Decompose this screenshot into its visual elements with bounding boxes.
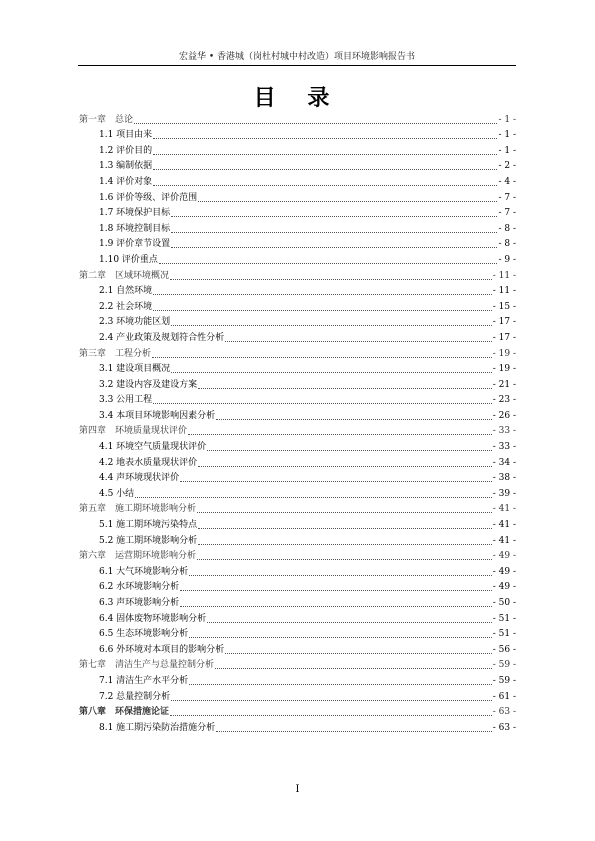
toc-entry-page: - 56 - — [492, 644, 516, 655]
toc-entry-page: - 59 - — [492, 675, 516, 686]
toc-dot-leader — [153, 403, 492, 404]
toc-chapter-entry[interactable] — [79, 110, 516, 126]
toc-section-entry[interactable] — [79, 188, 516, 204]
toc-entry-title: 第五章 施工期环境影响分析 — [79, 504, 197, 515]
toc-dot-leader — [215, 668, 492, 669]
toc-dot-leader — [198, 528, 492, 529]
toc-entry-title: 2.1 自然环境 — [99, 286, 153, 297]
toc-section-entry[interactable] — [79, 297, 516, 313]
toc-entry-title: 4.5 小结 — [99, 488, 135, 499]
toc-entry-page: - 34 - — [492, 457, 516, 468]
toc-section-entry[interactable] — [79, 437, 516, 453]
toc-entry-page: - 49 - — [492, 582, 516, 593]
toc-dot-leader — [134, 123, 497, 124]
toc-entry-title: 2.4 产业政策及规划符合性分析 — [99, 332, 225, 343]
toc-chapter-entry[interactable] — [79, 656, 516, 672]
toc-chapter-entry[interactable] — [79, 344, 516, 360]
toc-section-entry[interactable] — [79, 625, 516, 641]
toc-dot-leader — [153, 185, 497, 186]
toc-entry-page: - 41 - — [492, 504, 516, 515]
toc-entry-page: - 33 - — [492, 426, 516, 437]
toc-entry-page: - 41 - — [492, 535, 516, 546]
toc-entry-title: 3.1 建设项目概况 — [99, 364, 171, 375]
toc-chapter-entry[interactable] — [79, 500, 516, 516]
toc-entry-title: 第二章 区域环境概况 — [79, 270, 170, 281]
toc-entry-page: - 63 - — [492, 707, 516, 718]
toc-entry-title: 1.2 评价目的 — [99, 145, 153, 156]
toc-dot-leader — [189, 637, 492, 638]
toc-title: 目 录 — [253, 86, 342, 111]
toc-section-entry[interactable] — [79, 562, 516, 578]
toc-section-entry[interactable] — [79, 578, 516, 594]
toc-entry-page: - 33 - — [492, 442, 516, 453]
toc-section-entry[interactable] — [79, 406, 516, 422]
toc-dot-leader — [198, 466, 492, 467]
toc-entry-page: - 17 - — [492, 317, 516, 328]
toc-entry-title: 2.3 环境功能区划 — [99, 317, 171, 328]
toc-dot-leader — [153, 154, 497, 155]
toc-entry-page: - 49 - — [492, 551, 516, 562]
toc-entry-page: - 11 - — [492, 270, 516, 281]
toc-section-entry[interactable] — [79, 453, 516, 469]
toc-entry-title: 1.9 评价章节设置 — [99, 239, 171, 250]
toc-section-entry[interactable] — [79, 235, 516, 251]
toc-dot-leader — [216, 731, 492, 732]
toc-dot-leader — [153, 310, 492, 311]
toc-entry-page: - 26 - — [492, 410, 516, 421]
toc-entry-title: 第六章 运营期环境影响分析 — [79, 551, 197, 562]
toc-section-entry[interactable] — [79, 515, 516, 531]
toc-dot-leader — [207, 622, 492, 623]
toc-entry-title: 3.4 本项目环境影响因素分析 — [99, 410, 216, 421]
toc-section-entry[interactable] — [79, 360, 516, 376]
toc-entry-title: 6.1 大气环境影响分析 — [99, 566, 189, 577]
toc-entry-title: 3.3 公用工程 — [99, 395, 153, 406]
toc-dot-leader — [180, 590, 492, 591]
toc-entry-title: 8.1 施工期污染防治措施分析 — [99, 722, 216, 733]
toc-entry-page: - 1 - — [498, 130, 516, 141]
toc-entry-title: 第四章 环境质量现状评价 — [79, 426, 188, 437]
toc-dot-leader — [216, 419, 492, 420]
toc-dot-leader — [171, 325, 492, 326]
toc-dot-leader — [188, 434, 492, 435]
toc-dot-leader — [171, 216, 497, 217]
toc-entry-page: - 39 - — [492, 488, 516, 499]
toc-entry-page: - 9 - — [498, 254, 516, 265]
toc-entry-page: - 19 - — [492, 364, 516, 375]
toc-dot-leader — [197, 559, 492, 560]
toc-dot-leader — [159, 263, 498, 264]
toc-dot-leader — [153, 169, 497, 170]
toc-entry-title: 第一章 总论 — [79, 114, 134, 125]
toc-section-entry[interactable] — [79, 609, 516, 625]
toc-section-entry[interactable] — [79, 640, 516, 656]
toc-entry-page: - 59 - — [492, 660, 516, 671]
toc-dot-leader — [171, 247, 497, 248]
toc-entry-title: 1.7 环境保护目标 — [99, 208, 171, 219]
toc-entry-page: - 8 - — [498, 223, 516, 234]
toc-section-entry[interactable] — [79, 469, 516, 485]
toc-entry-page: - 21 - — [492, 379, 516, 390]
toc-entry-title: 1.10 评价重点 — [99, 254, 158, 265]
toc-entry-page: - 49 - — [492, 566, 516, 577]
toc-chapter-entry[interactable] — [79, 266, 516, 282]
toc-entry-title: 2.2 社会环境 — [99, 301, 153, 312]
toc-entry-title: 6.4 固体废物环境影响分析 — [99, 613, 207, 624]
toc-entry-page: - 4 - — [498, 176, 516, 187]
toc-entry-title: 1.4 评价对象 — [99, 176, 153, 187]
toc-entry-title: 第八章 环保措施论证 — [79, 707, 170, 718]
toc-dot-leader — [171, 700, 492, 701]
toc-dot-leader — [180, 481, 492, 482]
toc-entry-page: - 15 - — [492, 301, 516, 312]
toc-entry-title: 1.6 评价等级、评价范围 — [99, 192, 198, 203]
toc-entry-title: 1.8 环境控制目标 — [99, 223, 171, 234]
toc-dot-leader — [225, 653, 492, 654]
toc-chapter-entry[interactable] — [79, 703, 516, 719]
toc-section-entry[interactable] — [79, 282, 516, 298]
running-header: 宏益华 • 香港城（岗杜村城中村改造）项目环境影响报告书 — [78, 51, 516, 66]
toc-section-entry[interactable] — [79, 718, 516, 734]
toc-entry-title: 4.2 地表水质量现状评价 — [99, 457, 198, 468]
toc-dot-leader — [198, 388, 492, 389]
toc-entry-title: 第七章 清洁生产与总量控制分析 — [79, 660, 215, 671]
toc-chapter-entry[interactable] — [79, 422, 516, 438]
toc-entry-page: - 17 - — [492, 332, 516, 343]
toc-dot-leader — [170, 279, 492, 280]
toc-entry-page: - 38 - — [492, 473, 516, 484]
toc-section-entry[interactable] — [79, 484, 516, 500]
toc-dot-leader — [189, 575, 492, 576]
toc-entry-page: - 1 - — [498, 145, 516, 156]
toc-entry-page: - 50 - — [492, 598, 516, 608]
toc-entry-page: - 11 - — [492, 286, 516, 297]
page-number: I — [295, 784, 300, 795]
toc-entry-page: - 19 - — [492, 348, 516, 359]
toc-entry-title: 1.1 项目由来 — [99, 130, 153, 141]
toc-dot-leader — [189, 684, 492, 685]
toc-dot-leader — [152, 357, 492, 358]
toc-entry-page: - 61 - — [492, 691, 516, 702]
toc-section-entry[interactable] — [79, 313, 516, 329]
toc-section-entry[interactable] — [79, 126, 516, 142]
toc-entry-title: 5.1 施工期环境污染特点 — [99, 520, 198, 531]
toc-dot-leader — [180, 606, 492, 607]
toc-section-entry[interactable] — [79, 531, 516, 547]
toc-entry-title: 4.4 声环境现状评价 — [99, 473, 180, 484]
toc-chapter-entry[interactable] — [79, 547, 516, 563]
toc-entry-title: 4.1 环境空气质量现状评价 — [99, 442, 207, 453]
toc-entry-page: - 41 - — [492, 520, 516, 531]
table-of-contents — [79, 110, 516, 734]
toc-entry-title: 7.1 清洁生产水平分析 — [99, 675, 189, 686]
toc-entry-page: - 51 - — [492, 613, 516, 624]
toc-dot-leader — [198, 544, 492, 545]
toc-dot-leader — [170, 715, 492, 716]
toc-entry-title: 6.2 水环境影响分析 — [99, 582, 180, 593]
toc-section-entry[interactable] — [79, 687, 516, 703]
toc-entry-title: 3.2 建设内容及建设方案 — [99, 379, 198, 390]
toc-entry-page: - 23 - — [492, 395, 516, 406]
toc-dot-leader — [153, 294, 492, 295]
toc-entry-title: 6.6 外环境对本项目的影响分析 — [99, 644, 225, 655]
toc-section-entry[interactable] — [79, 250, 516, 266]
toc-dot-leader — [207, 450, 492, 451]
toc-section-entry[interactable] — [79, 671, 516, 687]
toc-section-entry[interactable] — [79, 219, 516, 235]
toc-entry-page: - 8 - — [498, 239, 516, 250]
toc-section-entry[interactable] — [79, 593, 516, 609]
toc-entry-page: - 2 - — [498, 161, 516, 172]
toc-entry-page: - 7 - — [498, 208, 516, 219]
toc-section-entry[interactable] — [79, 141, 516, 157]
toc-entry-page: - 7 - — [498, 192, 516, 203]
toc-dot-leader — [171, 232, 497, 233]
toc-dot-leader — [225, 341, 492, 342]
toc-dot-leader — [197, 512, 492, 513]
toc-entry-title: 6.5 生态环境影响分析 — [99, 629, 189, 640]
toc-dot-leader — [171, 372, 492, 373]
toc-dot-leader — [198, 201, 497, 202]
toc-section-entry[interactable] — [79, 172, 516, 188]
toc-section-entry[interactable] — [79, 375, 516, 391]
toc-dot-leader — [153, 138, 497, 139]
toc-entry-title: 6.3 声环境影响分析 — [99, 598, 180, 608]
toc-entry-title: 7.2 总量控制分析 — [99, 691, 171, 702]
toc-section-entry[interactable] — [79, 328, 516, 344]
toc-entry-title: 5.2 施工期环境影响分析 — [99, 535, 198, 546]
toc-entry-title: 1.3 编制依据 — [99, 161, 153, 172]
toc-dot-leader — [135, 497, 492, 498]
toc-section-entry[interactable] — [79, 157, 516, 173]
toc-entry-page: - 1 - — [498, 114, 516, 125]
toc-section-entry[interactable] — [79, 204, 516, 220]
toc-section-entry[interactable] — [79, 391, 516, 407]
toc-entry-page: - 63 - — [492, 722, 516, 733]
toc-entry-page: - 51 - — [492, 629, 516, 640]
toc-entry-title: 第三章 工程分析 — [79, 348, 152, 359]
